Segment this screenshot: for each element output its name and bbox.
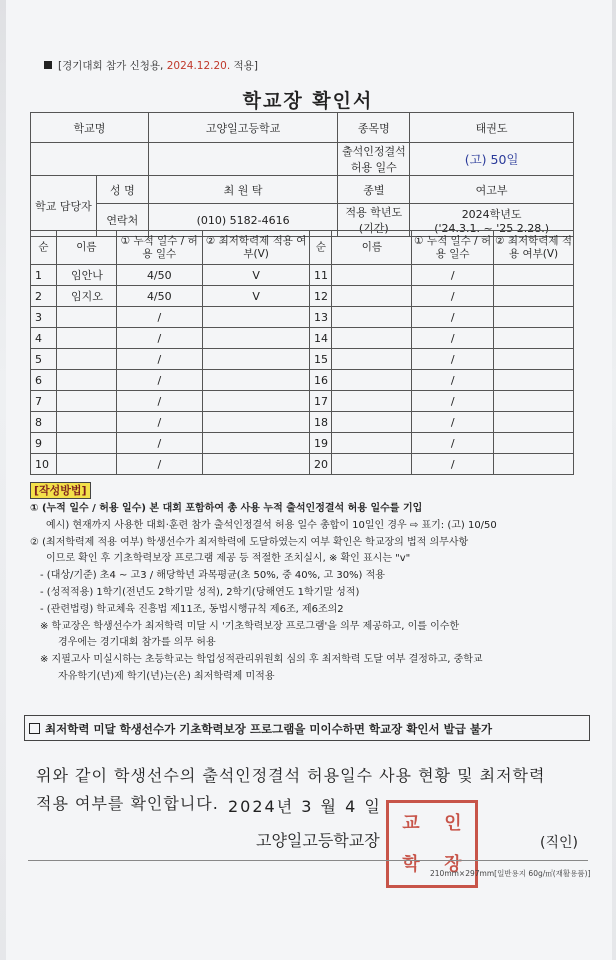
- days-value: /: [412, 307, 494, 328]
- paper-spec: 210mm×297mm[일반용지 60g/㎡(재활용품)]: [430, 869, 591, 878]
- year-label: 적용 학년도 (기간): [338, 204, 410, 237]
- student-name: [332, 454, 412, 475]
- student-name: [56, 412, 116, 433]
- student-name: [332, 328, 412, 349]
- student-name: [332, 391, 412, 412]
- student-name: [332, 307, 412, 328]
- days-value: /: [412, 265, 494, 286]
- table-row: [31, 433, 574, 454]
- official-seal: 교 인 학 장: [386, 800, 478, 888]
- row-number: 7: [31, 391, 57, 412]
- name-label: 성 명: [96, 176, 148, 204]
- student-name: [56, 433, 116, 454]
- principal-signature: 고양일고등학교장: [256, 831, 380, 850]
- min-check: [202, 307, 310, 328]
- min-check: [202, 412, 310, 433]
- student-name: [332, 265, 412, 286]
- instructions-header: [작성방법]: [30, 482, 91, 499]
- min-check: [202, 370, 310, 391]
- row-number: 10: [31, 454, 57, 475]
- row-number: 9: [31, 433, 57, 454]
- document-title: 학교장 확인서: [242, 90, 374, 112]
- min-check: [494, 412, 574, 433]
- contact-label: 연락처: [96, 204, 148, 237]
- row-number: 16: [310, 370, 332, 391]
- table-row: [31, 286, 574, 307]
- row-number: 1: [31, 265, 57, 286]
- min-check: [494, 391, 574, 412]
- student-name: [56, 349, 116, 370]
- min-check: [494, 286, 574, 307]
- days-value: /: [412, 349, 494, 370]
- square-bullet-icon: [44, 61, 52, 69]
- min-check: [202, 391, 310, 412]
- row-number: 6: [31, 370, 57, 391]
- min-check: [494, 454, 574, 475]
- row-number: 4: [31, 328, 57, 349]
- days-value: /: [116, 412, 202, 433]
- notice-box: 최저학력 미달 학생선수가 기초학력보장 프로그램을 미이수하면 학교장 확인서 발급 불가: [24, 715, 590, 741]
- student-name: [332, 433, 412, 454]
- min-check: [202, 328, 310, 349]
- days-value: /: [412, 412, 494, 433]
- days-value: /: [116, 391, 202, 412]
- confirmation-text: 위와 같이 학생선수의 출석인정결석 허용일수 사용 현황 및 최저학력 적용 여부를 확인합니다.: [36, 766, 546, 813]
- min-check: [494, 370, 574, 391]
- student-name: 임지오: [56, 286, 116, 307]
- row-number: 5: [31, 349, 57, 370]
- name-value: 최 원 탁: [148, 176, 338, 204]
- table-row: [31, 412, 574, 433]
- days-value: /: [412, 391, 494, 412]
- sport-label: 종목명: [338, 113, 410, 143]
- row-number: 13: [310, 307, 332, 328]
- min-check: [494, 433, 574, 454]
- days-value: /: [412, 370, 494, 391]
- min-check: [202, 349, 310, 370]
- student-name: [56, 391, 116, 412]
- min-check: [202, 454, 310, 475]
- days-value: /: [412, 286, 494, 307]
- table-row: [31, 307, 574, 328]
- checkbox-icon: [29, 723, 40, 734]
- row-number: 2: [31, 286, 57, 307]
- days-value: /: [116, 370, 202, 391]
- row-number: 20: [310, 454, 332, 475]
- min-check: V: [202, 286, 310, 307]
- student-name: [332, 286, 412, 307]
- days-value: /: [116, 454, 202, 475]
- instructions: [작성방법] ① (누적 일수 / 허용 일수) 본 대회 포함하여 총 사용 누적 출석인정결석 허용 일수를 기입 예시) 현재까지 사용한 대회·훈련 참가 출석인정결석 허용 일수 총합이 10일인 경우 ⇨ 표기: (고) 10/50 ② (최저학력제 적용 여부) 학생선수가 최저학력에 도달하였는지 여부 확인은 학교장의 법적 의무사항 이므로 확인 후 기초학력보장 프로그램 제공 등 적절한 조치실시, ※ 확인 표시는 "v" - (대상/기준) 초4 ~ 고3 / 해당학년 과목평균(초 50%, 중 40%, 고 30%) 적용 - (성적적용) 1학기(전년도 2학기말 성적), 2학기(당해연도 1학기말 성적) - (관련법령) 학교체육 진흥법 제11조, 동법시행규칙 제6조, 제6조의2 ※ 학교장은 학생선수가 최저학력 미달 시 '기초학력보장 프로그램'을 의무 제공하고, 이를 이수한 경우에는 경기대회 참가를 의무 허용 ※ 지필고사 미실시하는 초등학교는 학업성적관리위원회 심의 후 최저학력 도달 여부 결정하고, 중학교 자유학기(년)제 학기(년)는(은) 최저학력제 미적용: [30, 484, 497, 682]
- row-number: 3: [31, 307, 57, 328]
- min-check: [494, 307, 574, 328]
- days-value: /: [116, 433, 202, 454]
- application-note: [경기대회 참가 신청용, 2024.12.20. 적용]: [44, 58, 258, 73]
- row-number: 19: [310, 433, 332, 454]
- period-value: ('24.3.1. ~ '25 2.28.): [434, 221, 550, 235]
- days-value: /: [116, 349, 202, 370]
- row-number: 14: [310, 328, 332, 349]
- row-number: 18: [310, 412, 332, 433]
- days-value: /: [412, 433, 494, 454]
- student-table: 순 이름 ① 누적 일수 / 허용 일수 ② 최저학력제 적용 여부(V) 순 이름 ① 누적 일수 / 허용 일수 ② 최저학력제 적용 여부(V) 1 임안나 4/50 V 11 / 2 임지오 4/50 V 12 / 3 / 13 / 4 / 14 / 5 / 15 / 6 / 16 / 7 / 17 / 8 / 18 / 9 / 19 / 10 / 20 /: [30, 230, 574, 475]
- school-label: 학교명: [31, 113, 149, 143]
- row-number: 11: [310, 265, 332, 286]
- sport-value: 태권도: [410, 113, 574, 143]
- table-row: [31, 349, 574, 370]
- days-value: /: [116, 307, 202, 328]
- min-check: [494, 265, 574, 286]
- divider: [28, 860, 588, 861]
- student-name: [332, 370, 412, 391]
- days-value: 4/50: [116, 265, 202, 286]
- year-value: 2024학년도: [461, 207, 522, 221]
- info-table: [30, 112, 574, 237]
- min-check: [202, 433, 310, 454]
- days-value: /: [412, 454, 494, 475]
- student-name: 임안나: [56, 265, 116, 286]
- row-number: 12: [310, 286, 332, 307]
- allowed-label: 출석인정결석 허용 일수: [338, 143, 410, 176]
- min-check: [494, 328, 574, 349]
- student-name: [56, 328, 116, 349]
- table-row: [31, 328, 574, 349]
- row-number: 17: [310, 391, 332, 412]
- table-row: [31, 265, 574, 286]
- category-label: 종별: [338, 176, 410, 204]
- table-row: [31, 391, 574, 412]
- contact-value: (010) 5182-4616: [148, 204, 338, 237]
- issue-date: 2024년 3 월 4 일: [228, 797, 382, 816]
- min-check: [494, 349, 574, 370]
- manager-label: 학교 담당자: [31, 176, 97, 237]
- row-number: 15: [310, 349, 332, 370]
- student-name: [56, 307, 116, 328]
- table-row: [31, 454, 574, 475]
- days-value: /: [412, 328, 494, 349]
- allowed-value: (고) 50일: [410, 143, 574, 176]
- note-date: 2024.12.20.: [166, 60, 231, 72]
- student-name: [56, 370, 116, 391]
- table-row: [31, 370, 574, 391]
- student-name: [56, 454, 116, 475]
- student-name: [332, 412, 412, 433]
- category-value: 여고부: [410, 176, 574, 204]
- days-value: /: [116, 328, 202, 349]
- school-value: 고양일고등학교: [148, 113, 338, 143]
- min-check: V: [202, 265, 310, 286]
- seal-label: (직인): [540, 835, 578, 851]
- row-number: 8: [31, 412, 57, 433]
- student-name: [332, 349, 412, 370]
- days-value: 4/50: [116, 286, 202, 307]
